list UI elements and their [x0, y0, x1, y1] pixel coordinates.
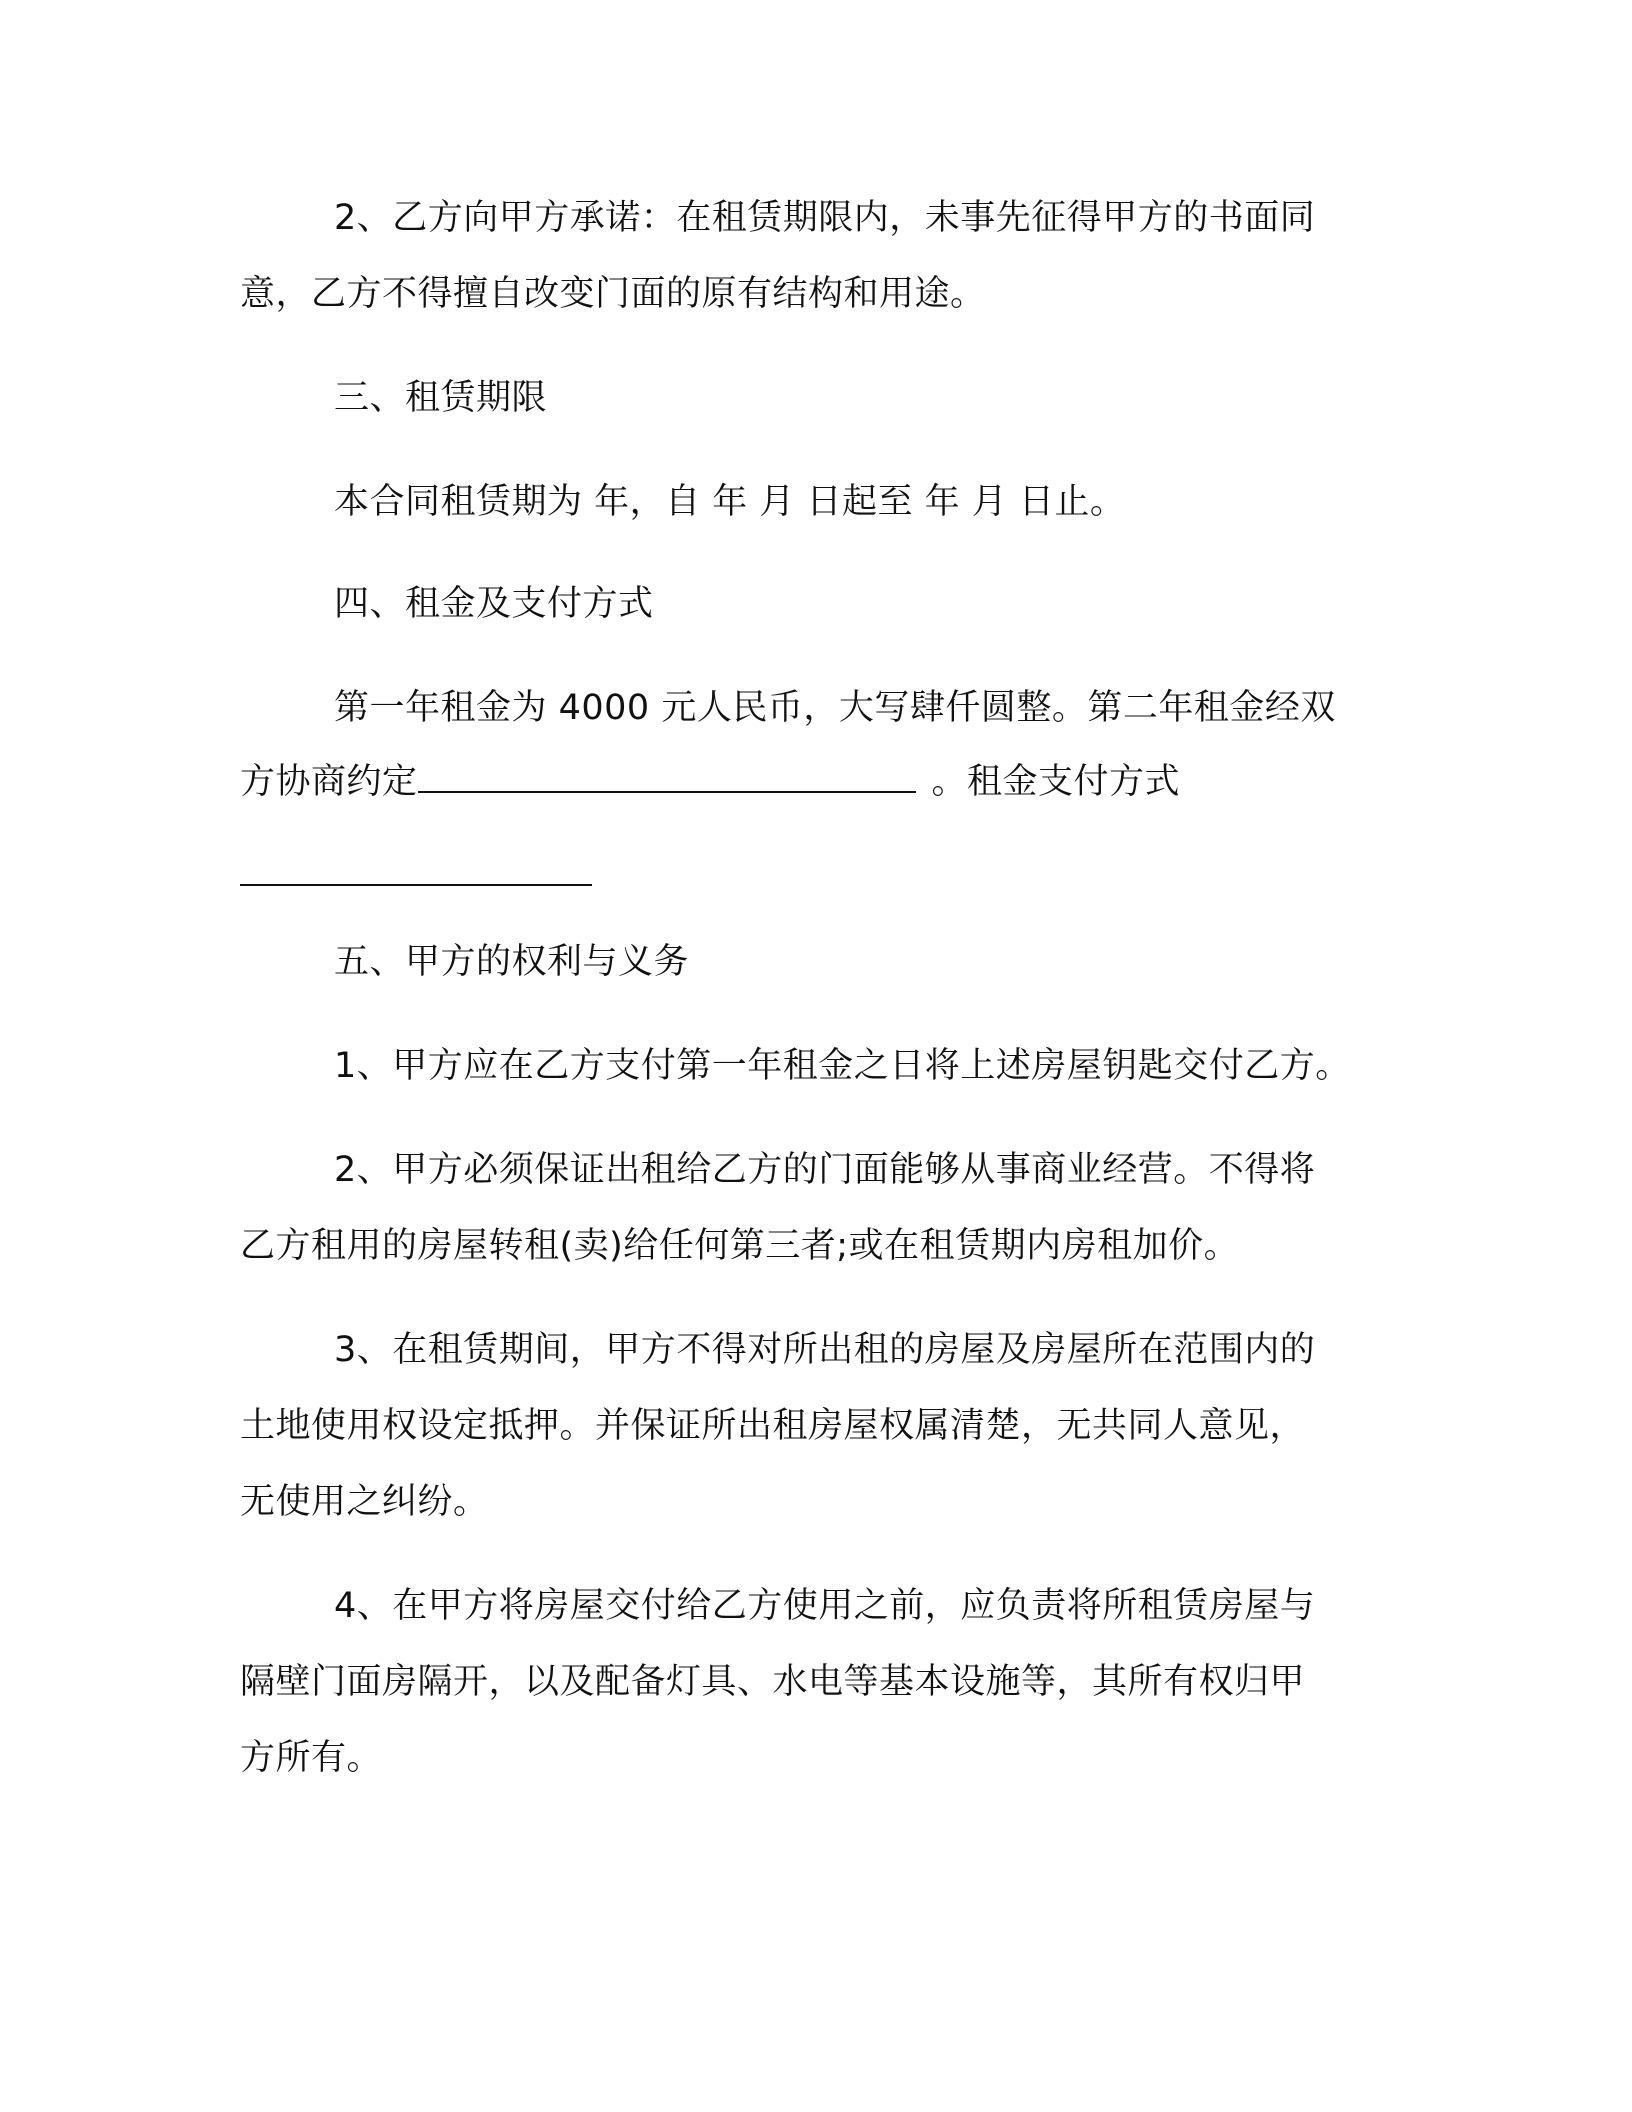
item-4-line-2: 隔壁门面房隔开，以及配备灯具、水电等基本设施等，其所有权归甲: [240, 1662, 1306, 1702]
section-heading-rent-payment: 四、租金及支付方式: [334, 584, 654, 624]
item-3-line-1: 3、在租赁期间，甲方不得对所出租的房屋及房屋所在范围内的: [334, 1330, 1316, 1370]
rent-text-line-2: [240, 760, 1400, 804]
rent-text-line-1: 第一年租金为 4000 元人民币，大写肆仟圆整。第二年租金经双: [334, 688, 1336, 728]
rent-agreement-blank: [418, 761, 916, 793]
lease-term-text: 本合同租赁期为 年，自 年 月 日起至 年 月 日止。: [334, 482, 1126, 522]
rent-text-line-2-prefix: 方协商约定: [240, 762, 418, 802]
item-1-text: 1、甲方应在乙方支付第一年租金之日将上述房屋钥匙交付乙方。: [334, 1046, 1351, 1086]
item-4-line-1: 4、在甲方将房屋交付给乙方使用之前，应负责将所租赁房屋与: [334, 1586, 1316, 1626]
item-3-line-3: 无使用之纠纷。: [240, 1482, 489, 1522]
paragraph-promise-line-2: 意，乙方不得擅自改变门面的原有结构和用途。: [240, 274, 986, 314]
section-heading-party-a-rights: 五、甲方的权利与义务: [334, 942, 690, 982]
item-2-line-2: 乙方租用的房屋转租(卖)给任何第三者;或在租赁期内房租加价。: [240, 1226, 1240, 1266]
item-2-line-1: 2、甲方必须保证出租给乙方的门面能够从事商业经营。不得将: [334, 1150, 1316, 1190]
item-3-line-2: 土地使用权设定抵押。并保证所出租房屋权属清楚，无共同人意见，: [240, 1406, 1306, 1446]
item-4-line-3: 方所有。: [240, 1738, 383, 1778]
rent-text-line-2-suffix: 。租金支付方式: [931, 762, 1181, 802]
payment-method-blank: [240, 884, 592, 886]
paragraph-promise-line-1: 2、乙方向甲方承诺：在租赁期限内，未事先征得甲方的书面同: [334, 198, 1316, 238]
section-heading-lease-term: 三、租赁期限: [334, 378, 548, 418]
